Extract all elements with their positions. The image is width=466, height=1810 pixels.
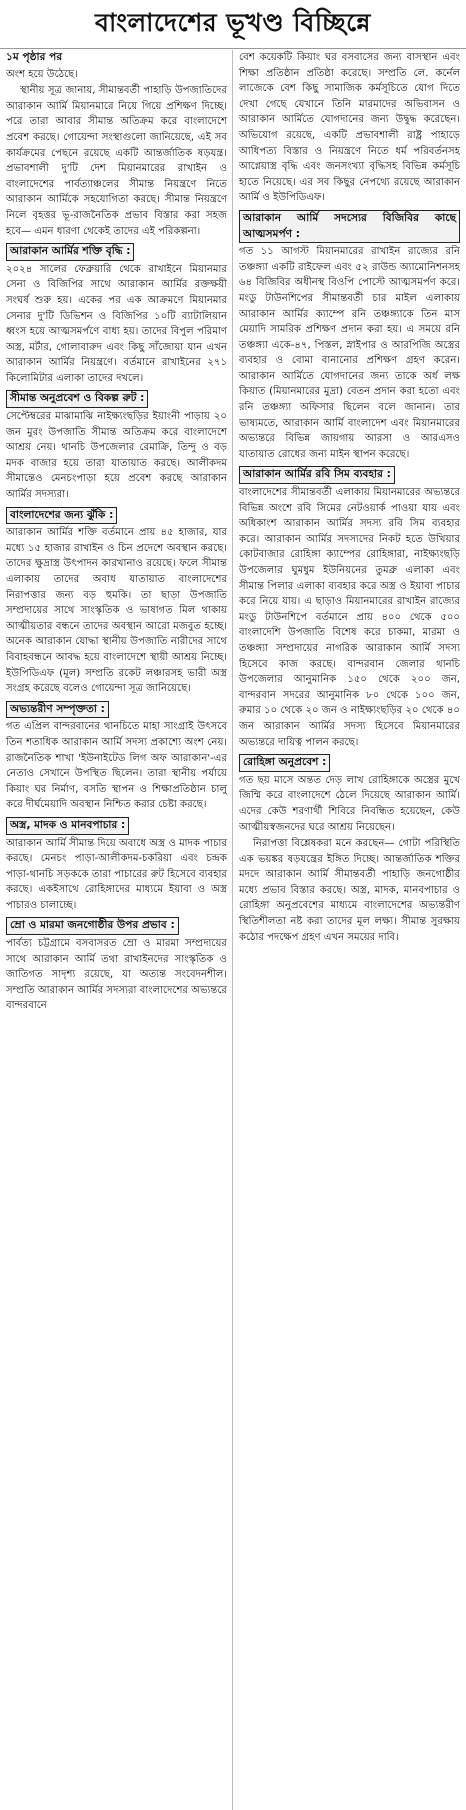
paragraph: পার্বত্য চট্টগ্রামে বসবাসরত ম্রো ও মারমা সম্প্রদায়ের সাথে আরাকান আর্মি তথা রাখাইনদের সাংস্কৃতিক ও জাতিগত সাদৃশ্য রয়েছে, যা অত্যন্ত সংবেদনশীল। সম্প্রতি আরাকান আর্মির সদস্যরা বাংলাদেশের অভ্যন্তরে বান্দরবানে [6,938,227,1012]
paragraph: বেশ কয়েকটি কিয়াং ঘর বসবাসের জন্য বাসস্থান এবং শিক্ষা প্রতিষ্ঠান প্রতিষ্ঠা করেছে। সম্প্রতি লে. কর্নেল লাজেকে বেশ কিছু সামাজিক কর্মসূচিতে যোগ দিতে দেখা গেছে যেখানে তিনি মারমাদের অভিবাসন ও আরাকান আর্মিতে যোগদানের জন্য উদ্বুদ্ধ করেছেন। অভিযোগ রয়েছে, একটি প্রভাবশালী রাষ্ট্র পাহাড়ে আধিপত্য বিস্তার ও নিয়ন্ত্রণে নিতে ধর্ম পরিবর্তনসহ আগ্নেয়াস্ত্র বৃদ্ধি এবং জনসংখ্যা বৃদ্ধিসহ বিভিন্ন কর্মসূচি হাতে নিয়েছে। এর সব কিছুর নেপথ্যে রয়েছে আরাকান আর্মি ও ইউপিডিএফ। [239,52,460,204]
paragraph: গত ছয় মাসে অন্তত দেড় লাখ রোহিঙ্গাকে অস্ত্রের মুখে জিম্মি করে বাংলাদেশে ঠেলে দিয়েছে আরাকান আর্মি। এদের কেউ শরণার্থী শিবিরে নিবন্ধিত হয়েছেন, কেউ আত্মীয়স্বজনদের ঘরে আশ্রয় নিয়েছেন। [239,774,460,833]
subheading-rohingya: রোহিঙ্গা অনুপ্রবেশ : [239,754,330,772]
paragraph: বাংলাদেশের সীমান্তবর্তী এলাকায় মিয়ানমারের অভ্যন্তরে বিভিন্ন অংশে রবি সিমের নেটওয়ার্ক পাওয়া যায় এবং অধিকাংশ আরাকান আর্মির সদস্য রবি সিম ব্যবহার করে। আরাকান আর্মির সদস্যদের নিকট হতে উখিয়ার কোটবাজার রোহিঙ্গা ক্যাম্পের রোহিঙ্গারা, নাইক্ষ্যংছড়ি উপজেলার ঘুমধুম ইউনিয়নের তুমব্রু এলাকা এবং সীমান্ত পিলার এলাকা ব্যবহার করে অস্ত্র ও ইয়াবা পাচার করে নিয়ে যায়। এ ছাড়াও মিয়ানমারের রাখাইন রাজ্যের মংডু টাউনশিপে বর্তমানে প্রায় ৪০০ থেকে ৫০০ বাংলাদেশি উপজাতি বিশেষ করে চাকমা, মারমা ও তঞ্চঙ্গ্যা সম্প্রদায়ের নাগরিক আরাকান আর্মি সদস্য হিসেবে কাজ করছে। বান্দরবান জেলার থানচি উপজেলার আনুমানিক ১৫০ থেকে ২০০ জন, বান্দরবান সদরের আনুমানিক ৮০ থেকে ১০০ জন, রুমার ১০ থেকে ২০ জন ও নাইক্ষ্যংছড়ির ২০ থেকে ৪০ জন আরাকান আর্মির সদস্য হিসেবে মিয়ানমারের অভ্যন্তরে দায়িত্ব পালন করছে। [239,487,460,748]
paragraph: স্থানীয় সূত্র জানায়, সীমান্তবর্তী পাহাড়ি উপজাতিদের আরাকান আর্মি মিয়ানমারে নিয়ে গিয়ে প্রশিক্ষণ দিচ্ছে। পরে তারা আবার সীমান্ত অতিক্রম করে বাংলাদেশে প্রবেশ করছে। গোয়েন্দা সংস্থাগুলো জানিয়েছে, এই সব কার্যক্রমের পেছনে রয়েছে একটি আন্তর্জাতিক ষড়যন্ত্র। প্রভাবশালী দু'টি দেশ মিয়ানমারের রাখাইন ও বাংলাদেশের পার্বত্যাঞ্চলের সীমান্ত নিয়ন্ত্রণে নিতে আরাকান আর্মিকে সহযোগিতা করছে। সীমান্ত নিয়ন্ত্রণে নিলে বৃহত্তর ভূ-রাজনৈতিক প্রভাব বিস্তার করা সহজ হবে— এমন ধারণা থেকেই তাদের এই পরিকল্পনা। [6,85,227,237]
paragraph: আরাকান আর্মির শক্তি বর্তমানে প্রায় ৪৫ হাজার, যার মধ্যে ১৫ হাজার রাখাইন ও চিন প্রদেশে অবস্থান করছে। তাদের ক্ষুদ্রাস্ত্র উৎপাদন কারখানাও রয়েছে। ফলে সীমান্ত এলাকায় তাদের অবাধ যাতায়াত বাংলাদেশের নিরাপত্তার জন্য বড় হুমকি। তা ছাড়া উপজাতি সম্প্রদায়ের সাথে সাংস্কৃতিক ও ভাষাগত মিল থাকায় আত্মীয়তার বন্ধনে তাদের অবস্থান আরো মজবুত হচ্ছে। অনেক আরাকান যোদ্ধা স্থানীয় উপজাতি নারীদের সাথে বিবাহবন্ধনে আবদ্ধ হয়ে বাংলাদেশে স্থায়ী আশ্রয় নিচ্ছে। ইউপিডিএফ (মূল) সম্প্রতি রকেট লঞ্চারসহ ভারী অস্ত্র সংগ্রহ করেছে বলেও গোয়েন্দা সূত্র জানিয়েছে। [6,527,227,695]
paragraph: ২০২৪ সালের ফেব্রুয়ারি থেকে রাখাইনে মিয়ানমার সেনা ও বিজিপির সাথে আরাকান আর্মির রক্তক্ষয়ী সংঘর্ষ শুরু হয়। একের পর এক আক্রমণে মিয়ানমার সেনার দু'টি ডিভিশন ও বিজিপির ১০টি ব্যাটালিয়ান ধ্বংস হয়ে আত্মসমর্পণে বাধ্য হয়। তাদের বিপুল পরিমাণ অস্ত্র, মর্টার, গোলাবারুদ এবং কিছু সাঁজোয়া যান এখন আরাকান আর্মির নিয়ন্ত্রণে। বর্তমানে রাখাইনের ২৭১ কিলোমিটার এলাকা তাদের দখলে। [6,263,227,384]
paragraph: গত এপ্রিল বান্দরবানের থানচিতে মাহা সাংগ্রাই উৎসবে তিন শতাধিক আরাকান আর্মি সদস্য প্রকাশ্যে অংশ নেয়। রাজনৈতিক শাখা 'ইউনাইটেড লিগ অফ আরাকান'-এর নেতাও সেখানে উপস্থিত ছিলেন। তারা স্থানীয় পর্যায়ে কিয়াং ঘর নির্মাণ, বসতি স্থাপন ও শিক্ষাপ্রতিষ্ঠান চালু করে দীর্ঘমেয়াদি অবস্থান নিশ্চিত করার চেষ্টা করছে। [6,721,227,811]
subheading-mro-marma: ম্রো ও মারমা জনগোষ্ঠীর উপর প্রভাব : [6,917,179,935]
subheading-surrender: আরাকান আর্মি সদস্যের বিজিবির কাছে আত্মসমর্পণ : [239,210,460,243]
paragraph: আরাকান আর্মি সীমান্ত দিয়ে অবাধে অস্ত্র ও মাদক পাচার করছে। মেনচং পাড়া-আলীকদম-চকরিয়া এবং চন্দ্রক পাড়া-থানচি সড়ককে তারা পাচারের রুট হিসেবে ব্যবহার করছে। একইসাথে রোহিঙ্গাদের মাধ্যমে ইয়াবা ও অস্ত্র পাচারও চালাচ্ছে। [6,837,227,911]
paragraph: গত ১১ আগস্ট মিয়ানমারের রাখাইন রাজ্যের রনি তঞ্চঙ্গ্যা একটি রাইফেল এবং ৫২ রাউন্ড অ্যামোনিশনসহ ৬৪ বিজিবির অধীনস্থ বিওপি পোস্টে আত্মসমর্পণ করে। মংডু টাউনশিপের সীমান্তবর্তী চার মাইল এলাকায় আরাকান আর্মির ক্যাম্পে রনি তঞ্চঙ্গ্যাকে তিন মাস মেয়াদি সামরিক প্রশিক্ষণ প্রদান করা হয়। এ সময়ে রনি তঞ্চঙ্গ্যা একে-৪৭, পিস্তল, স্নাইপার ও আরপিজি অস্ত্রের ব্যবহার ও বোমা বানানোর প্রশিক্ষণ গ্রহণ করেন। আরাকান আর্মিতে যোগদানের জন্য তাকে অর্ধ লক্ষ কিয়াত (মিয়ানমারের মুদ্রা) বেতন প্রদান করা হতো এবং রনি তঞ্চঙ্গ্যা অফিসার ছিলেন বলে জানান। তার ভাষ্যমতে, আরাকান আর্মি বাংলাদেশ এবং মিয়ানমারের অভ্যন্তরে বিভিন্ন জায়গায় আরসা ও আরএসও যাতায়াত রোধের জন্য মাইন স্থাপন করেছে। [239,246,460,460]
article-columns [6,50,460,1810]
subheading-strength: আরাকান আর্মির শক্তি বৃদ্ধি : [6,243,134,261]
paragraph: অংশ হয়ে উঠেছে। [6,68,78,80]
subheading-risk: বাংলাদেশের জন্য ঝুঁকি : [6,507,117,525]
headline: বাংলাদেশের ভূখণ্ড বিচ্ছিন্নে [0,0,466,49]
paragraph: সেপ্টেম্বরের মাঝামাঝি নাইক্ষ্যংছড়ির ইয়াংনী পাড়ায় ২০ জন মুরং উপজাতি সীমান্ত অতিক্রম করে বাংলাদেশে আশ্রয় নেয়। থানচি উপজেলার রেমাক্রি, তিন্দু ও বড় মদক বাজার হয়ে তারা যাতায়াত করছে। আলীকদম সীমান্তেও মেনচংপাড়া হয়ে প্রবেশ করছে আরাকান আর্মির সদস্যরা। [6,411,227,501]
continuation-label: ১ম পৃষ্ঠার পর [6,51,63,63]
subheading-arms-drugs: অস্ত্র, মাদক ও মানবপাচার : [6,817,129,835]
subheading-robi-sim: আরাকান আর্মির রবি সিম ব্যবহার : [239,466,395,484]
subheading-internal-involvement: অভ্যন্তরীণ সম্পৃক্ততা : [6,701,109,719]
left-column [6,50,233,1810]
paragraph: নিরাপত্তা বিশ্লেষকরা মনে করছেন— গোটা পরিস্থিতি এক ভয়ঙ্কর ষড়যন্ত্রের ইঙ্গিত দিচ্ছে। আন্তর্জাতিক শক্তির মদদে আরাকান আর্মি সীমান্তবর্তী পাহাড়ি জনগোষ্ঠীর মধ্যে প্রভাব বিস্তার করছে। অস্ত্র, মাদক, মানবপাচার ও রোহিঙ্গা অনুপ্রবেশের মাধ্যমে বাংলাদেশের অভ্যন্তরীণ স্থিতিশীলতা নষ্ট করা তাদের মূল লক্ষ্য। সীমান্ত সুরক্ষায় কঠোর পদক্ষেপ গ্রহণ এখন সময়ের দাবি। [239,838,460,943]
subheading-border-infiltration: সীমান্ত অনুপ্রবেশ ও বিকল্প রুট : [6,390,148,408]
right-column [239,50,460,1810]
